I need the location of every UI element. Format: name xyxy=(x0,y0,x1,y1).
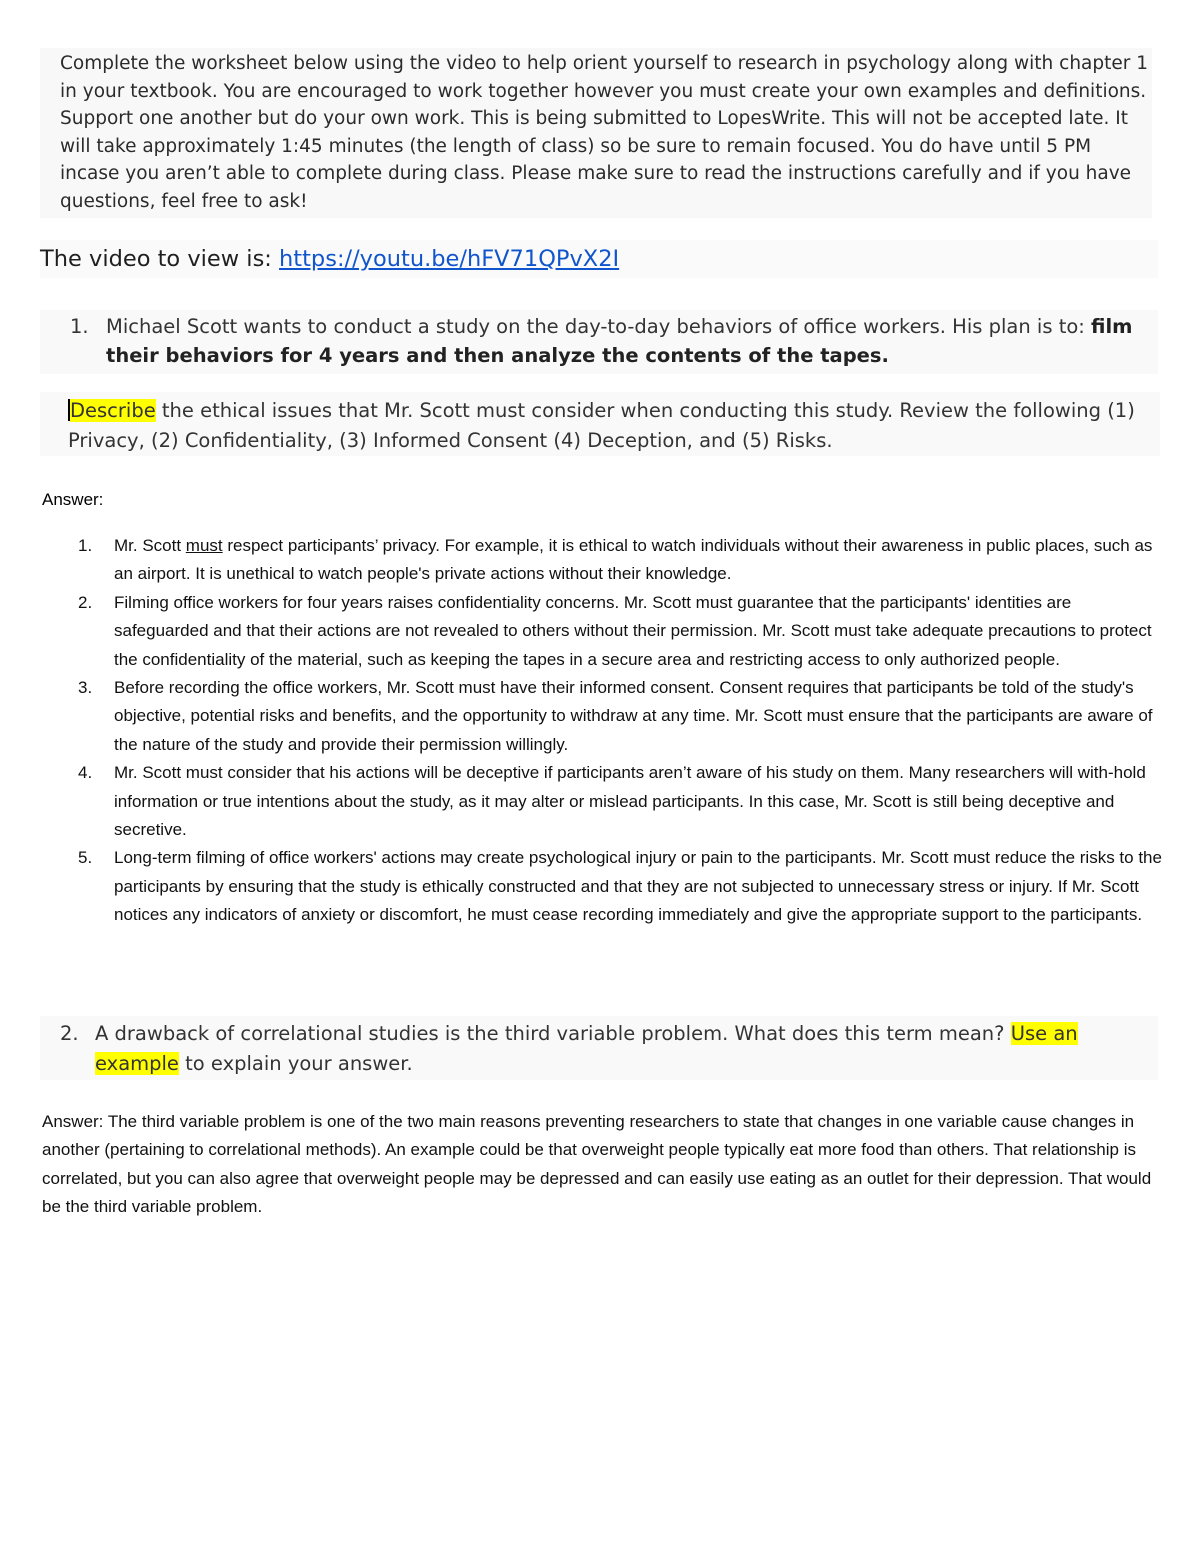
list-item-text: Long-term filming of office workers' actions may create psychological injury or pain to the participants. Mr. Scott must reduce the risks to the participants by ensuring that the study is ethically constructed and that they are not subjected to unnecessary stress or injury. If Mr. Scott notices any indicators of anxiety or discomfort, he must cease recording immediately and give the appropriate support to the participants. xyxy=(114,848,1162,925)
list-item xyxy=(72,674,1162,759)
list-item xyxy=(72,532,1162,589)
list-item-text: Filming office workers for four years raises confidentiality concerns. Mr. Scott must guarantee that the participants' identities are safeguarded and that their actions are not revealed to others without their permission. Mr. Scott must take adequate precautions to protect the confidentiality of the material, such as keeping the tapes in a secure area and restricting access to only authorized people. xyxy=(114,592,1152,669)
answer-label: Answer: xyxy=(42,490,104,509)
question-2 xyxy=(40,1016,1158,1080)
list-item xyxy=(72,589,1162,674)
instructions-paragraph: Complete the worksheet below using the video to help orient yourself to research in psychology along with chapter 1 in your textbook. You are encouraged to work together however you must create your own examples and definitions. Support one another but do your own work. This is being submitted to LopesWrite. This will not be accepted late. It will take approximately 1:45 minutes (the length of class) so be sure to remain focused. You do have until 5 PM incase you aren’t able to complete during class. Please make sure to read the instructions carefully and if you have questions, feel free to ask! xyxy=(40,48,1152,218)
list-item-text: Mr. Scott xyxy=(114,536,186,555)
question-2-prompt: A drawback of correlational studies is the third variable problem. What does this term mean? xyxy=(95,1022,1011,1045)
list-item xyxy=(72,759,1162,844)
describe-highlight: Describe xyxy=(70,399,156,422)
question-1-prompt: Michael Scott wants to conduct a study on the day-to-day behaviors of office workers. His plan is to: xyxy=(106,315,1092,338)
list-item-text: respect participants’ privacy. For example, it is ethical to watch individuals without their awareness in public places, such as an airport. It is unethical to watch people's private actions without their knowledge. xyxy=(114,536,1153,584)
underlined-word: must xyxy=(185,536,223,555)
question-1-bold-text: film their behaviors for 4 years and then analyze the contents of the tapes. xyxy=(106,315,1133,367)
question-1-text xyxy=(106,312,1156,370)
question-1 xyxy=(40,310,1158,374)
video-line xyxy=(40,240,1158,278)
list-item-number: 2. xyxy=(78,592,93,612)
list-item-number: 3. xyxy=(78,678,93,698)
question-2-highlight: Use an example xyxy=(95,1022,1078,1075)
list-item xyxy=(72,844,1162,929)
describe-text xyxy=(68,396,1158,456)
list-item-text: Mr. Scott must consider that his actions will be deceptive if participants aren’t aware of his study on them. Many researchers will with-hold information or true intentions about the study, as it may alter or mislead participants. In this case, Mr. Scott is still being deceptive and secretive. xyxy=(114,763,1146,840)
describe-body: the ethical issues that Mr. Scott must consider when conducting this study. Review the following (1) Privacy, (2) Confidentiality, (3) Informed Consent (4) Deception, and (5) Risks. xyxy=(68,399,1135,452)
answer-list xyxy=(72,532,1162,930)
list-item-number: 5. xyxy=(78,848,93,868)
question-1-instruction xyxy=(40,392,1160,456)
video-label: The video to view is: xyxy=(40,246,280,272)
question-1-number: 1. xyxy=(70,315,89,338)
question-2-text xyxy=(95,1019,1155,1079)
question-2-prompt-end: to explain your answer. xyxy=(178,1052,413,1075)
video-link[interactable]: https://youtu.be/hFV71QPvX2I xyxy=(279,246,620,272)
list-item-number: 4. xyxy=(78,763,93,783)
answer-2-paragraph: Answer: The third variable problem is one of the two main reasons preventing researchers to state that changes in one variable cause changes in another (pertaining to correlational methods). An example could be that overweight people typically eat more food than others. That relationship is correlated, but you can also agree that overweight people may be depressed and can easily use eating as an outlet for their depression. That would be the third variable problem. xyxy=(42,1112,1152,1217)
question-2-number: 2. xyxy=(60,1022,79,1045)
list-item-number: 1. xyxy=(78,536,93,555)
list-item-text: Before recording the office workers, Mr. Scott must have their informed consent. Consent requires that participants be told of the study's objective, potential risks and benefits, and the opportunity to withdraw at any time. Mr. Scott must ensure that the participants are aware of the nature of the study and provide their permission willingly. xyxy=(114,678,1153,754)
